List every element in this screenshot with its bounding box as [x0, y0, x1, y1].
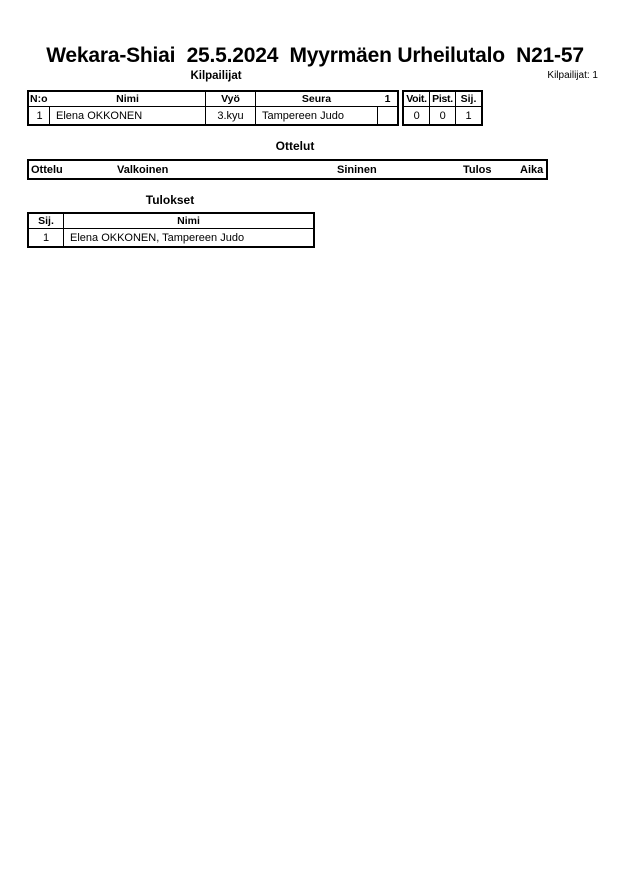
col-header-points: Pist.: [430, 92, 456, 106]
cell-result-place: 1: [29, 229, 64, 246]
col-header-place: Sij.: [460, 93, 477, 105]
cell-number: 1: [29, 107, 50, 124]
competitor-row: [29, 107, 397, 124]
col-header-name: Nimi: [50, 92, 206, 106]
col-header-match: Ottelu: [31, 163, 63, 176]
results-heading: Tulokset: [145, 193, 195, 207]
cell-match1: [378, 107, 397, 124]
col-header-result: Tulos: [463, 163, 492, 176]
col-header-belt: Vyö: [206, 92, 256, 106]
col-header-club: Seura: [301, 93, 332, 105]
competitors-table: [27, 90, 399, 126]
matches-heading: Ottelut: [275, 139, 315, 153]
cell-points: 0: [430, 107, 456, 124]
competitors-count-label: Kilpailijat: 1: [547, 70, 598, 81]
col-header-result-place: Sij.: [29, 214, 64, 228]
results-header-row: [29, 214, 313, 229]
col-header-result-name: Nimi: [177, 215, 200, 227]
results-table: [27, 212, 315, 248]
col-header-number: N:o: [30, 93, 48, 105]
stats-header-row: [404, 92, 481, 107]
col-header-wins: Voit.: [404, 92, 430, 106]
col-header-match1: 1: [384, 93, 391, 105]
cell-place: 1: [465, 109, 472, 122]
results-row: [29, 229, 313, 246]
matches-table-header: [27, 159, 548, 180]
page-title: Wekara-Shiai 25.5.2024 Myyrmäen Urheilutalo N21-57: [46, 44, 584, 67]
col-header-white: Valkoinen: [117, 163, 169, 176]
cell-wins: 0: [404, 107, 430, 124]
competitor-stats-table: [402, 90, 483, 126]
col-header-time: Aika: [520, 163, 544, 176]
cell-belt: 3.kyu: [206, 107, 256, 124]
cell-club: Tampereen Judo: [256, 107, 378, 124]
col-header-blue: Sininen: [337, 163, 377, 176]
competitors-table-group: [27, 90, 483, 126]
competitors-heading: Kilpailijat: [190, 70, 242, 82]
stats-row: [404, 107, 481, 124]
competitors-header-row: [29, 92, 397, 107]
cell-result-name: Elena OKKONEN, Tampereen Judo: [70, 231, 245, 244]
cell-name: Elena OKKONEN: [50, 107, 206, 124]
